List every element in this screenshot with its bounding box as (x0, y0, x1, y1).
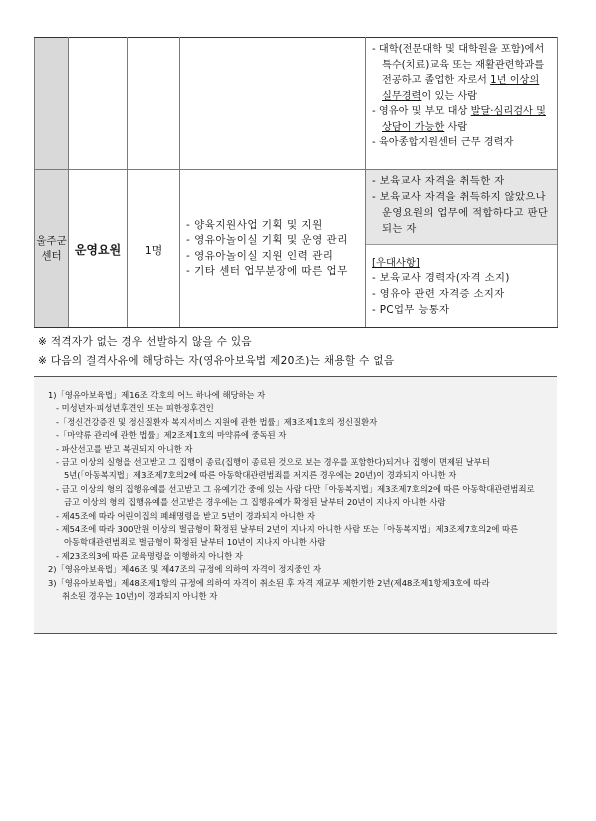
disqualification-item: - 파산선고를 받고 복권되지 아니한 자 (56, 443, 193, 454)
disqualification-item: - 제45조에 따라 어린이집의 폐쇄명령을 받고 5년이 경과되지 아니한 자 (56, 510, 315, 521)
duty-item: - 양육지원사업 기획 및 지원 (186, 218, 323, 231)
disqualification-item: - 제23조의3에 따른 교육명령을 이행하지 아니한 자 (56, 550, 243, 561)
disqualification-item: 아동학대관련범죄로 벌금형이 확정된 날부터 10년이 지나지 아니한 사람 (64, 537, 326, 548)
preferred-qualifications (366, 245, 557, 326)
org-cell (35, 170, 69, 328)
qualification-item: - 육아종합지원센터 근무 경력자 (372, 137, 514, 148)
qualification-list (366, 38, 557, 155)
count-cell-empty (128, 38, 180, 170)
table-row (35, 38, 558, 170)
disqualification-item: - 미성년자·피성년후견인 또는 피한정후견인 (56, 403, 214, 414)
notes (38, 333, 394, 371)
role-name: 운영요원 (74, 243, 122, 257)
disqualification-box (34, 376, 557, 634)
required-qualifications (366, 170, 557, 245)
role-cell (69, 170, 128, 328)
preferred-item: - 영유아 관련 자격증 소지자 (372, 288, 505, 300)
qualification-cell (366, 170, 558, 328)
table-row (35, 170, 558, 328)
org-name: 울주군 센터 (36, 234, 67, 262)
qualification-item: - 영유아 및 부모 대상 발달·심리검사 및 상담이 가능한 사람 (372, 106, 546, 133)
disqualification-item: - 제54조에 따라 300만원 이상의 벌금형이 확정된 날부터 2년이 지나지 아니한 사람 또는「아동복지법」제3조제7호의2에 따른 (56, 524, 519, 535)
count-cell (128, 170, 180, 328)
preferred-item: - PC업무 능통자 (372, 304, 450, 316)
qualification-cell (366, 38, 558, 170)
disqualification-item: 5년(「아동복지법」제3조제7호의2에 따른 아동학대관련범죄를 저지른 경우에는 20년)이 경과되지 아니한 자 (64, 470, 457, 481)
required-item: - 보육교사 자격을 취득한 자 (372, 175, 505, 187)
disqualification-item: -「마약류 관리에 관한 법률」제2조제1호의 마약류에 중독된 자 (56, 430, 287, 441)
preferred-item: - 보육교사 경력자(자격 소지) (372, 272, 510, 284)
preferred-title: [우대사항] (372, 257, 420, 269)
recruitment-table (34, 37, 558, 328)
role-cell-empty (69, 38, 128, 170)
org-cell-empty (35, 38, 69, 170)
note-item: ※ 적격자가 없는 경우 선발하지 않을 수 있음 (38, 336, 252, 348)
note-item: ※ 다음의 결격사유에 해당하는 자(영유아보육법 제20조)는 채용할 수 없음 (38, 355, 395, 367)
duty-item: - 기타 센터 업무분장에 따른 업무 (186, 265, 348, 277)
qualification-item: - 대학(전문대학 및 대학원을 포함)에서 특수(치료)교육 또는 재활관련학과를 전공하고 졸업한 자로서 1년 이상의 실무경력이 있는 사람 (372, 44, 545, 102)
disqualification-item: 2)「영유아보육법」제46조 및 제47조의 규정에 의하여 자격이 정지중인 자 (48, 564, 322, 575)
required-item: - 보육교사 자격을 취득하지 않았으나 운영요원의 업무에 적합하다고 판단되는 자 (372, 191, 549, 235)
disqualification-item: 3)「영유아보육법」제48조제1항의 규정에 의하여 자격이 취소된 후 자격 재교부 제한기한 2년(제48조제1항제3호에 따라 (48, 577, 490, 588)
disqualification-item: 취소된 경우는 10년)이 경과되지 아니한 자 (62, 591, 218, 602)
duty-cell-empty (180, 38, 366, 170)
disqualification-item: 금고 이상의 형의 집행유예를 선고받은 경우에는 그 집행유예가 확정된 날부터 20년이 지나지 아니한 사람 (64, 497, 446, 508)
duty-cell (180, 170, 366, 328)
headcount: 1명 (144, 244, 163, 257)
disqualification-item: - 금고 이상의 형의 집행유예를 선고받고 그 유예기간 중에 있는 사람 다만「아동복지법」제3조제7호의2에 따른 아동학대관련범죄로 (56, 483, 535, 494)
disqualification-item: 1)「영유아보육법」제16조 각호의 어느 하나에 해당하는 자 (48, 390, 266, 400)
duty-list (180, 218, 365, 280)
duty-item: - 영유아놀이실 지원 인력 관리 (186, 249, 334, 262)
disqualification-list (34, 377, 557, 604)
disqualification-item: -「정신건강증진 및 정신질환자 복지서비스 지원에 관한 법률」제3조제1호의 정신질환자 (56, 416, 378, 427)
disqualification-item: - 금고 이상의 실형을 선고받고 그 집행이 종료(집행이 종료된 것으로 보는 경우를 포함한다)되거나 집행이 면제된 날부터 (56, 457, 490, 468)
duty-item: - 영유아놀이실 기획 및 운영 관리 (186, 234, 348, 246)
